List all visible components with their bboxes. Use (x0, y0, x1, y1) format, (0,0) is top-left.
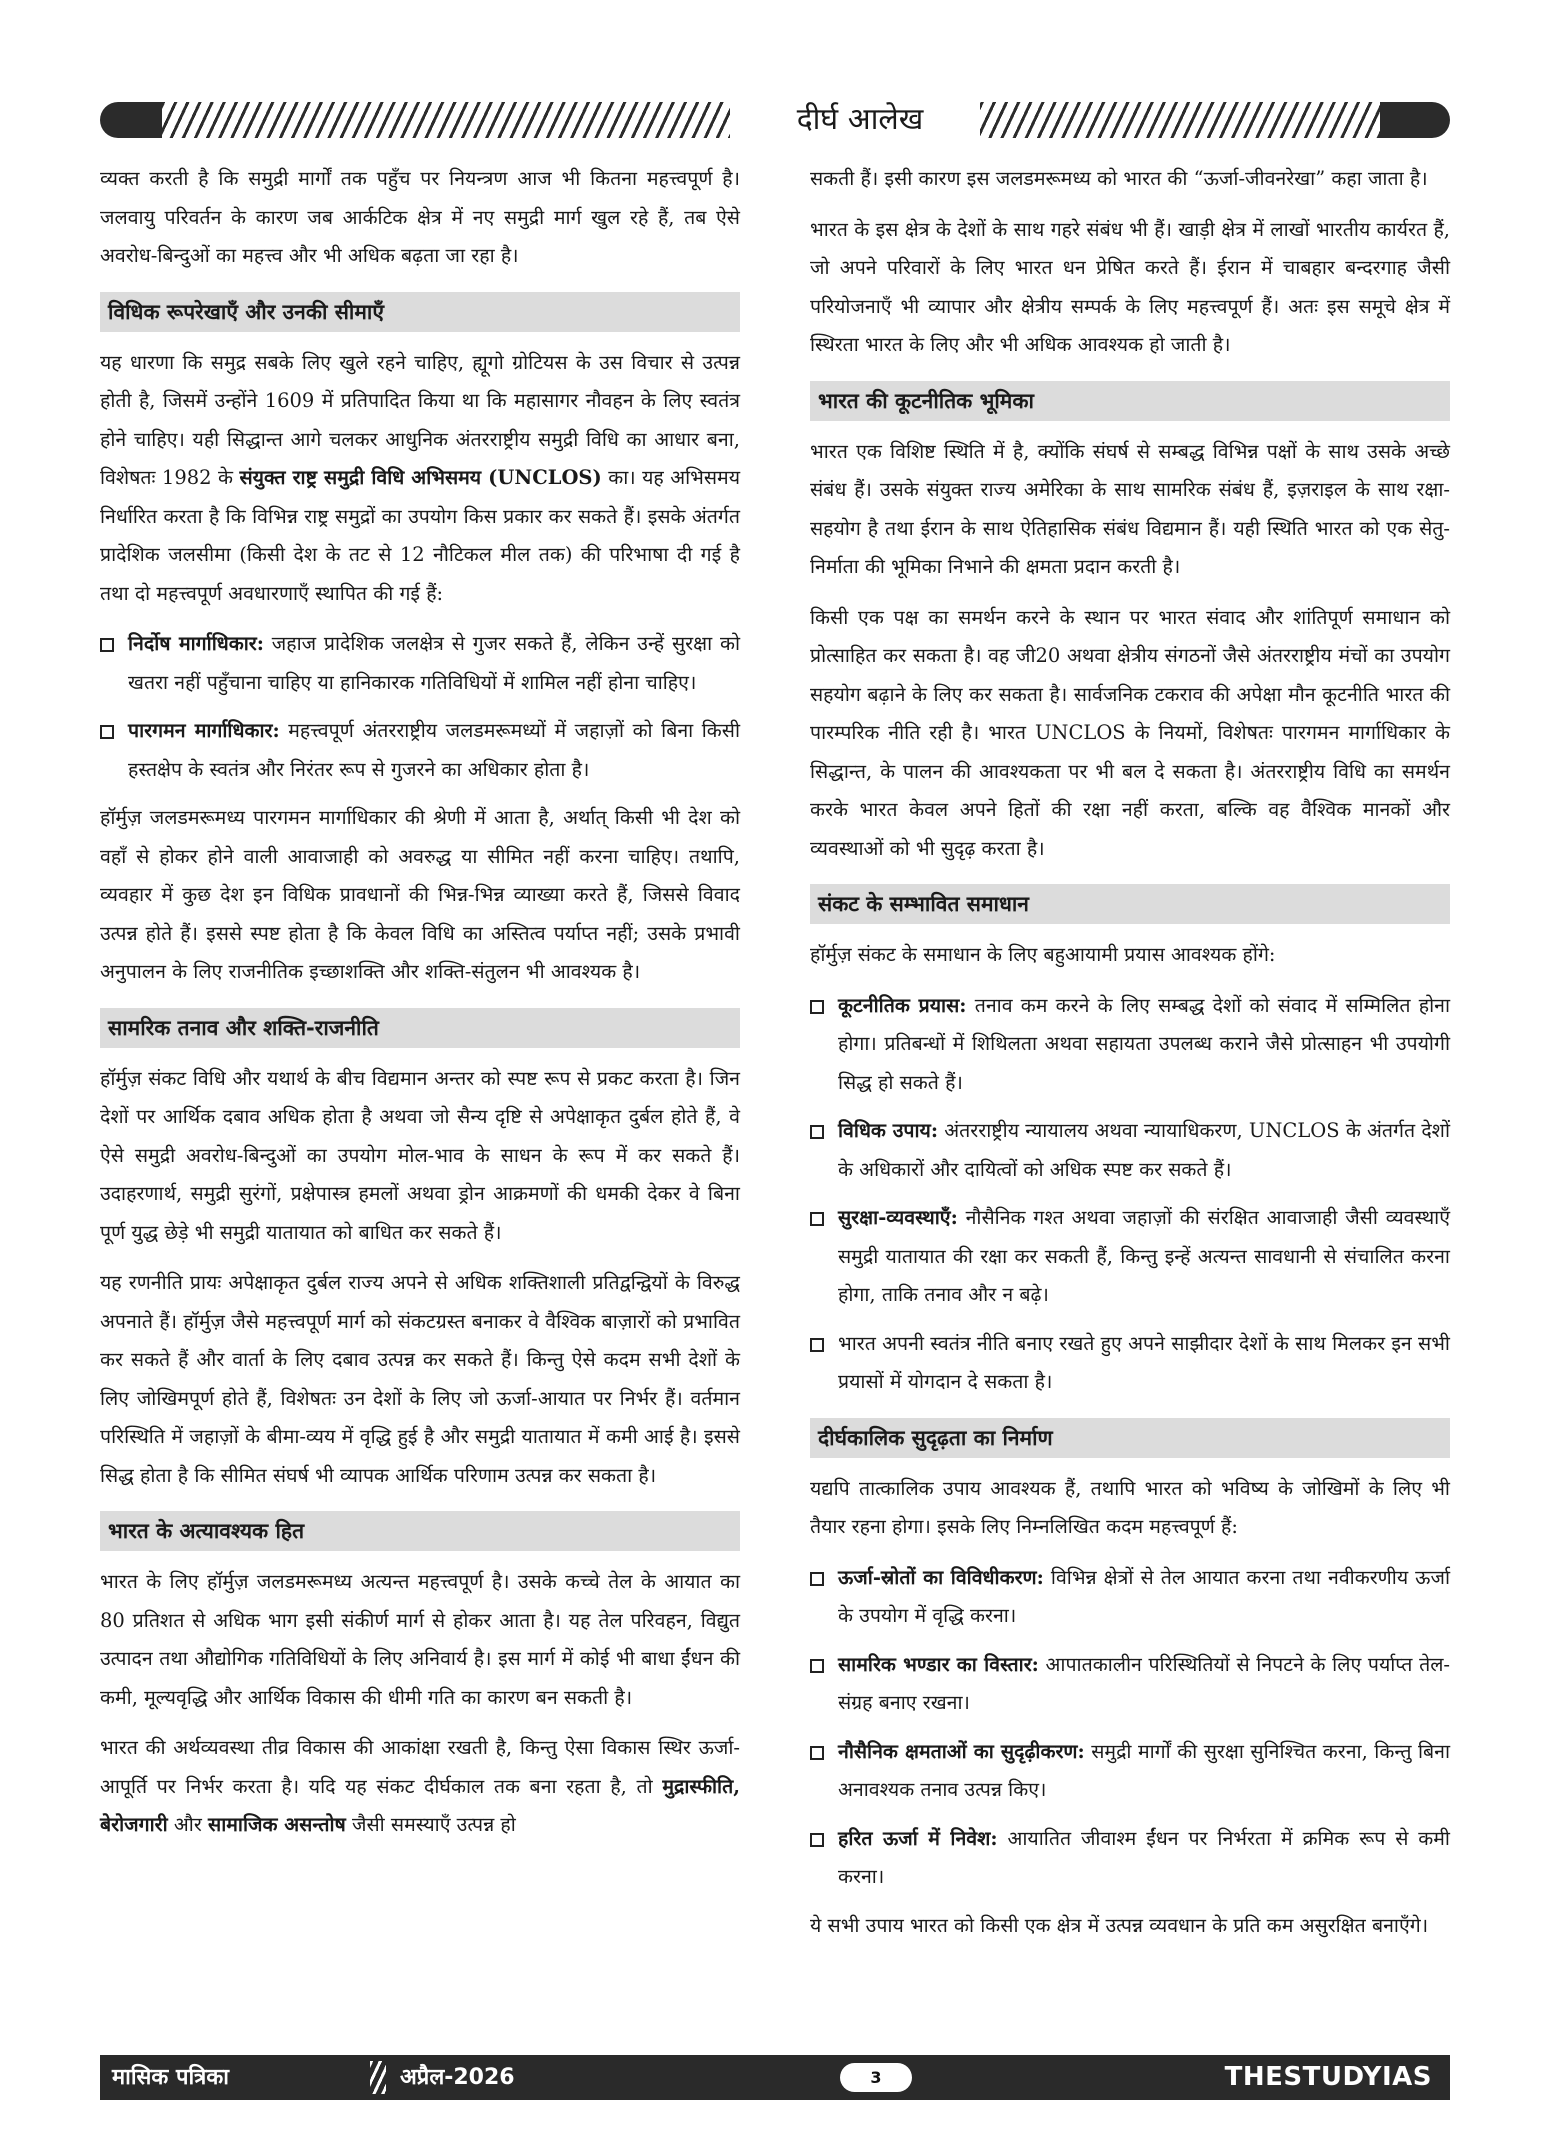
bullet-item: विधिक उपाय: अंतरराष्ट्रीय न्यायालय अथवा न्यायाधिकरण, UNCLOS के अंतर्गत देशों के अधिकारों और दायित्वों को अधिक स्पष्ट कर सकते हैं। (810, 1112, 1450, 1189)
paragraph: भारत के लिए हॉर्मुज़ जलडमरूमध्य अत्यन्त महत्त्वपूर्ण है। उसके कच्चे तेल के आयात का 80 प्रतिशत से अधिक भाग इसी संकीर्ण मार्ग से होकर आता है। यह तेल परिवहन, विद्युत उत्पादन तथा औद्योगिक गतिविधियों के लिए अनिवार्य है। इस मार्ग में कोई भी बाधा ईंधन की कमी, मूल्यवृद्धि और आर्थिक विकास की धीमी गति का कारण बन सकती है। (100, 1570, 740, 1709)
paragraph: व्यक्त करती है कि समुद्री मार्गों तक पहुँच पर नियन्त्रण आज भी कितना महत्त्वपूर्ण है। जलवायु परिवर्तन के कारण जब आर्कटिक क्षेत्र में नए समुद्री मार्ग खुल रहे हैं, तब ऐसे अवरोध-बिन्दुओं का महत्त्व और भी अधिक बढ़ता जा रहा है। (100, 167, 740, 267)
bullet-item: कूटनीतिक प्रयास: तनाव कम करने के लिए सम्बद्ध देशों को संवाद में सम्मिलित होना होगा। प्रतिबन्धों में शिथिलता अथवा सहायता उपलब्ध कराने जैसे प्रोत्साहन भी उपयोगी सिद्ध हो सकते हैं। (810, 987, 1450, 1103)
page-number: 3 (840, 2063, 912, 2092)
subheading: विधिक रूपरेखाएँ और उनकी सीमाएँ (100, 292, 740, 332)
checkbox-bullet-icon (100, 725, 114, 739)
checkbox-bullet-icon (810, 1338, 824, 1352)
bullet-item: नौसैनिक क्षमताओं का सुदृढ़ीकरण: समुद्री मार्गों की सुरक्षा सुनिश्चित करना, किन्तु बिना अनावश्यक तनाव उत्पन्न किए। (810, 1733, 1450, 1810)
checkbox-bullet-icon (810, 1212, 824, 1226)
paragraph: हॉर्मुज़ संकट के समाधान के लिए बहुआयामी प्रयास आवश्यक होंगे: (810, 943, 1276, 966)
bullet-item: ऊर्जा-स्रोतों का विविधीकरण: विभिन्न क्षेत्रों से तेल आयात करना तथा नवीकरणीय ऊर्जा के उपयोग में वृद्धि करना। (810, 1559, 1450, 1636)
bullet-item: सामरिक भण्डार का विस्तार: आपातकालीन परिस्थितियों से निपटने के लिए पर्याप्त तेल-संग्रह बनाए रखना। (810, 1646, 1450, 1723)
issue-date: अप्रैल-2026 (400, 2065, 515, 2090)
checkbox-bullet-icon (810, 1833, 824, 1847)
header-hatch-left (162, 102, 730, 138)
subheading: भारत की कूटनीतिक भूमिका (810, 381, 1450, 421)
checkbox-bullet-icon (810, 1659, 824, 1673)
checkbox-bullet-icon (810, 1746, 824, 1760)
footer-divider (370, 2061, 386, 2094)
checkbox-bullet-icon (810, 1572, 824, 1586)
bullet-item: पारगमन मार्गाधिकार: महत्त्वपूर्ण अंतरराष्ट्रीय जलडमरूमध्यों में जहाज़ों को बिना किसी हस्तक्षेप के स्वतंत्र और निरंतर रूप से गुजरने का अधिकार होता है। (100, 712, 740, 789)
brand-logo: THESTUDYIAS (1224, 2062, 1432, 2092)
bullet-item: सुरक्षा-व्यवस्थाएँ: नौसैनिक गश्त अथवा जहाज़ों की संरक्षित आवाजाही जैसी व्यवस्थाएँ समुद्री यातायात की रक्षा कर सकती हैं, किन्तु इन्हें अत्यन्त सावधानी से संचालित करना होगा, ताकि तनाव और न बढ़े। (810, 1199, 1450, 1315)
checkbox-bullet-icon (810, 1125, 824, 1139)
paragraph: किसी एक पक्ष का समर्थन करने के स्थान पर भारत संवाद और शांतिपूर्ण समाधान को प्रोत्साहित कर सकता है। वह जी20 अथवा क्षेत्रीय संगठनों जैसे अंतरराष्ट्रीय मंचों का उपयोग सहयोग बढ़ाने के लिए कर सकता है। सार्वजनिक टकराव की अपेक्षा मौन कूटनीति भारत की पारम्परिक नीति रही है। भारत UNCLOS के नियमों, विशेषतः पारगमन मार्गाधिकार के सिद्धान्त, के पालन की आवश्यकता पर भी बल दे सकता है। अंतरराष्ट्रीय विधि का समर्थन करके भारत केवल अपने हितों की रक्षा नहीं करता, बल्कि वह वैश्विक मानकों और व्यवस्थाओं को भी सुदृढ़ करता है। (810, 605, 1450, 860)
magazine-label: मासिक पत्रिका (112, 2065, 229, 2090)
header-hatch-right (920, 102, 1388, 138)
paragraph: भारत एक विशिष्ट स्थिति में है, क्योंकि संघर्ष से सम्बद्ध विभिन्न पक्षों के साथ उसके अच्छे संबंध हैं। उसके संयुक्त राज्य अमेरिका के साथ सामरिक संबंध हैं, इज़राइल के साथ रक्षा-सहयोग है तथा ईरान के साथ ऐतिहासिक संबंध विद्यमान हैं। यही स्थिति भारत को एक सेतु-निर्माता की भूमिका निभाने की क्षमता प्रदान करती है। (810, 439, 1450, 578)
paragraph: भारत की अर्थव्यवस्था तीव्र विकास की आकांक्षा रखती है, किन्तु ऐसा विकास स्थिर ऊर्जा-आपूर्ति पर निर्भर करता है। यदि यह संकट दीर्घकाल तक बना रहता है, तो मुद्रास्फीति, बेरोजगारी और सामाजिक असन्तोष जैसी समस्याएँ उत्पन्न हो (100, 1736, 741, 1836)
paragraph: यह रणनीति प्रायः अपेक्षाकृत दुर्बल राज्य अपने से अधिक शक्तिशाली प्रतिद्वन्द्वियों के विरुद्ध अपनाते हैं। हॉर्मुज़ जैसे महत्त्वपूर्ण मार्ग को संकटग्रस्त बनाकर वे वैश्विक बाज़ारों को प्रभावित कर सकते हैं और वार्ता के लिए दबाव उत्पन्न कर सकते हैं। किन्तु ऐसे कदम सभी देशों के लिए जोखिमपूर्ण होते हैं, विशेषतः उन देशों के लिए जो ऊर्जा-आयात पर निर्भर हैं। वर्तमान परिस्थिति में जहाज़ों के बीमा-व्यय में वृद्धि हुई है और समुद्री यातायात में कमी आई है। इससे सिद्ध होता है कि सीमित संघर्ष भी व्यापक आर्थिक परिणाम उत्पन्न कर सकता है। (100, 1271, 740, 1487)
subheading: दीर्घकालिक सुदृढ़ता का निर्माण (810, 1418, 1450, 1458)
bold-term: मुद्रास्फीति, बेरोजगारी (100, 1774, 741, 1836)
bullet-item: निर्दोष मार्गाधिकार: जहाज प्रादेशिक जलक्षेत्र से गुजर सकते हैं, लेकिन उन्हें सुरक्षा को खतरा नहीं पहुँचाना चाहिए या हानिकारक गतिविधियों में शामिल नहीं होना चाहिए। (100, 625, 740, 702)
paragraph: सकती हैं। इसी कारण इस जलडमरूमध्य को भारत की “ऊर्जा-जीवनरेखा” कहा जाता है। (810, 167, 1428, 190)
left-column (100, 160, 740, 1857)
paragraph: यद्यपि तात्कालिक उपाय आवश्यक हैं, तथापि भारत को भविष्य के जोखिमों के लिए भी तैयार रहना होगा। इसके लिए निम्नलिखित कदम महत्त्वपूर्ण हैं: (810, 1476, 1450, 1538)
paragraph: ये सभी उपाय भारत को किसी एक क्षेत्र में उत्पन्न व्यवधान के प्रति कम असुरक्षित बनाएँगे। (810, 1913, 1429, 1937)
section-title: दीर्घ आलेख (740, 96, 980, 144)
right-column (810, 160, 1450, 1957)
header-decoration-right (1380, 102, 1450, 138)
page-footer (100, 2055, 1450, 2100)
checkbox-bullet-icon (100, 638, 114, 652)
header-decoration-left (100, 102, 170, 138)
checkbox-bullet-icon (810, 1000, 824, 1014)
subheading: सामरिक तनाव और शक्ति-राजनीति (100, 1008, 740, 1048)
bold-term: संयुक्त राष्ट्र समुद्री विधि अभिसमय (UNCLOS) (239, 466, 602, 489)
paragraph: यह धारणा कि समुद्र सबके लिए खुले रहने चाहिए, ह्यूगो ग्रोटियस के उस विचार से उत्पन्न होती है, जिसमें उन्होंने 1609 में प्रतिपादित किया था कि महासागर नौवहन के लिए स्वतंत्र होने चाहिए। यही सिद्धान्त आगे चलकर आधुनिक अंतरराष्ट्रीय समुद्री विधि का आधार बना, विशेषतः 1982 के संयुक्त राष्ट्र समुद्री विधि अभिसमय (UNCLOS) का। यह अभिसमय निर्धारित करता है कि विभिन्न राष्ट्र समुद्रों का उपयोग किस प्रकार कर सकते हैं। इसके अंतर्गत प्रादेशिक जलसीमा (किसी देश के तट से 12 नौटिकल मील तक) की परिभाषा दी गई है तथा दो महत्त्वपूर्ण अवधारणाएँ स्थापित की गई हैं: (100, 350, 741, 605)
paragraph: भारत के इस क्षेत्र के देशों के साथ गहरे संबंध भी हैं। खाड़ी क्षेत्र में लाखों भारतीय कार्यरत हैं, जो अपने परिवारों के लिए भारत धन प्रेषित करते हैं। ईरान में चाबहार बन्दरगाह जैसी परियोजनाएँ भी व्यापार और क्षेत्रीय सम्पर्क के लिए महत्त्वपूर्ण हैं। अतः इस समूचे क्षेत्र में स्थिरता भारत के लिए और भी अधिक आवश्यक हो जाती है। (810, 217, 1450, 356)
bullet-item: हरित ऊर्जा में निवेश: आयातित जीवाश्म ईंधन पर निर्भरता में क्रमिक रूप से कमी करना। (810, 1820, 1450, 1897)
page-header (100, 96, 1450, 144)
bullet-item: भारत अपनी स्वतंत्र नीति बनाए रखते हुए अपने साझीदार देशों के साथ मिलकर इन सभी प्रयासों में योगदान दे सकता है। (810, 1325, 1450, 1402)
subheading: भारत के अत्यावश्यक हित (100, 1511, 740, 1551)
subheading: संकट के सम्भावित समाधान (810, 884, 1450, 924)
paragraph: हॉर्मुज़ संकट विधि और यथार्थ के बीच विद्यमान अन्तर को स्पष्ट रूप से प्रकट करता है। जिन देशों पर आर्थिक दबाव अधिक होता है अथवा जो सैन्य दृष्टि से अपेक्षाकृत दुर्बल होते हैं, वे ऐसे समुद्री अवरोध-बिन्दुओं का उपयोग मोल-भाव के साधन के रूप में कर सकते हैं। उदाहरणार्थ, समुद्री सुरंगों, प्रक्षेपास्त्र हमलों अथवा ड्रोन आक्रमणों की धमकी देकर वे बिना पूर्ण युद्ध छेड़े भी समुद्री यातायात को बाधित कर सकते हैं। (100, 1066, 740, 1244)
bold-term: सामाजिक असन्तोष (208, 1813, 346, 1836)
paragraph: हॉर्मुज़ जलडमरूमध्य पारगमन मार्गाधिकार की श्रेणी में आता है, अर्थात् किसी भी देश को वहाँ से होकर होने वाली आवाजाही को अवरुद्ध या सीमित नहीं करना चाहिए। तथापि, व्यवहार में कुछ देश इन विधिक प्रावधानों की भिन्न-भिन्न व्याख्या करते हैं, जिससे विवाद उत्पन्न होते हैं। इससे स्पष्ट होता है कि केवल विधि का अस्तित्व पर्याप्त नहीं; उसके प्रभावी अनुपालन के लिए राजनीतिक इच्छाशक्ति और शक्ति-संतुलन भी आवश्यक है। (100, 806, 740, 983)
